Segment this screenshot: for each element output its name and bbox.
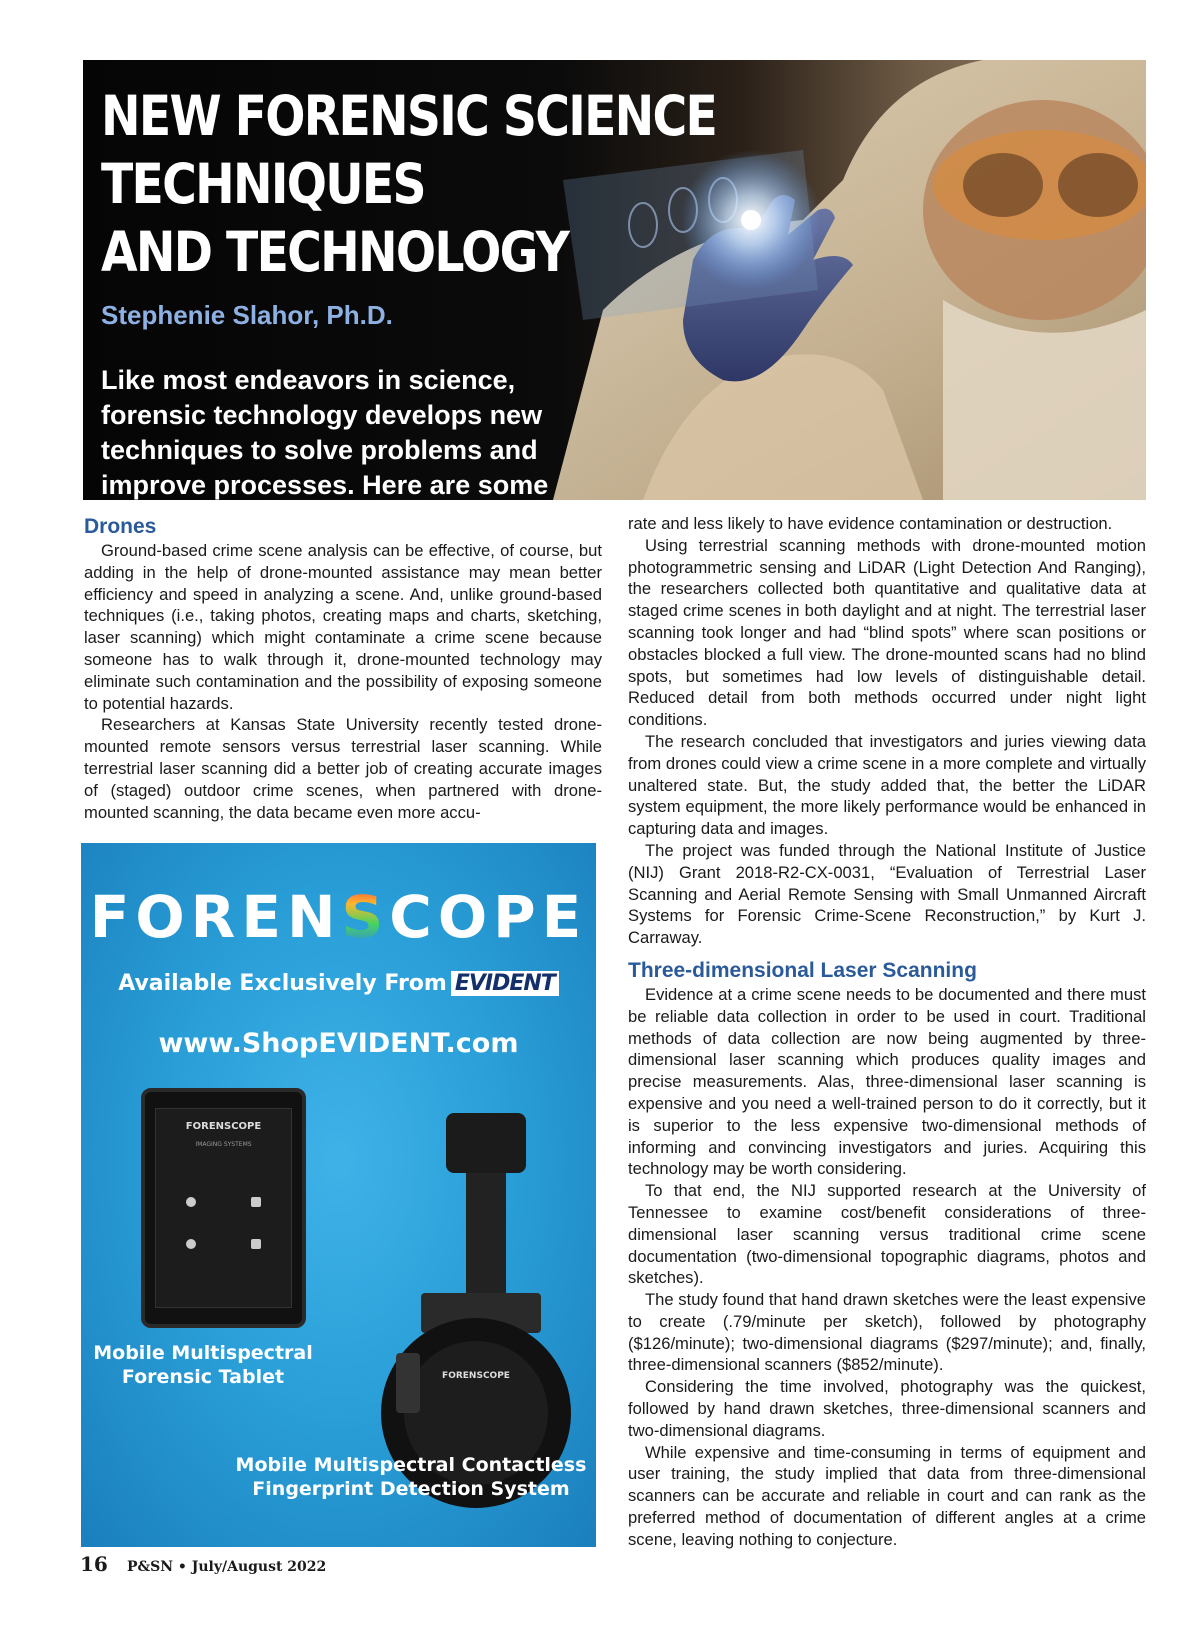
caption-tablet-line-2: Forensic Tablet — [121, 1366, 285, 1388]
logo-text-post: COPE — [389, 883, 588, 951]
caption-tablet — [93, 1341, 313, 1389]
article-author: Stephenie Slahor, Ph.D. — [101, 300, 393, 330]
drones-paragraph-2: Researchers at Kansas State University recently tested drone-mounted remote sensors versus terrestrial laser scanning. While terrestrial laser scanning did a better job of creating accurate images of (staged) outdoor crime scenes, when partnered with drone-mounted scanning, the data became even more accu- — [84, 715, 602, 822]
forenscope-advertisement[interactable] — [81, 843, 596, 1547]
section-heading-drones: Drones — [84, 515, 157, 538]
hero-banner — [83, 60, 1146, 500]
column-left — [84, 513, 602, 823]
tablet-image — [141, 1088, 306, 1328]
page-footer — [80, 1552, 326, 1576]
device-logo: FORENSCOPE — [442, 1371, 510, 1381]
caption-system-line-2: Fingerprint Detection System — [252, 1478, 570, 1500]
camera-icon — [251, 1197, 261, 1207]
drones-paragraph-5: The project was funded through the National Institute of Justice (NIJ) Grant 2018-R2-CX-0031, “Evaluation of Terrestrial Laser Scanning and Aerial Remote Sensing with Small Unmanned Aircraft Systems for Forensic Crime-Scene Reconstruction,” by Kurt J. Carraway. — [628, 840, 1146, 948]
forenscope-logo — [81, 883, 596, 951]
logo-mark: S — [341, 883, 390, 951]
laser-paragraph-4: Considering the time involved, photography was the quickest, followed by hand drawn sketches, three-dimensional scanners and two-dimensional diagrams. — [628, 1377, 1146, 1440]
article-title-line-2: AND TECHNOLOGY — [101, 220, 569, 284]
article-lede: Like most endeavors in science, forensic technology develops new techniques to solve problems and improve processes. Here are some — [101, 365, 549, 500]
ad-website-link[interactable]: www.ShopEVIDENT.com — [158, 1028, 519, 1059]
tablet-screen — [155, 1108, 292, 1308]
fingerprint-device-image — [311, 1093, 596, 1513]
article-title — [101, 82, 806, 286]
laser-paragraph-2: To that end, the NIJ supported research at the University of Tennessee to examine cost/benefit considerations of three-dimensional laser scanning versus traditional crime scene documentation (two-dimensional topographic diagrams, photos and sketches). — [628, 1181, 1146, 1288]
logo-text-pre: FOREN — [89, 883, 342, 951]
gallery-icon — [251, 1239, 261, 1249]
drones-paragraph-2-continued: rate and less likely to have evidence contamination or destruction. — [628, 514, 1113, 533]
tablet-logo: FORENSCOPE — [185, 1121, 262, 1132]
drones-paragraph-1: Ground-based crime scene analysis can be effective, of course, but adding in the help of drone-mounted assistance may mean better efficiency and speed in analyzing a scene. And, unlike ground-based techniques (i.e., taking photos, creating maps and charts, sketching, laser scanning) which might contaminate a crime scene because someone has to walk through it, drone-mounted technology may eliminate such contamination and the possibility of exposing someone to potential hazards. — [84, 541, 602, 713]
laser-paragraph-5: While expensive and time-consuming in terms of equipment and user training, the study implied that data from three-dimensional scanners can be accurate and reliable in court and can rank as the preferred method of documentation of different angles at a crime scene, leaving nothing to conjecture. — [628, 1442, 1146, 1549]
gear-icon — [186, 1239, 196, 1249]
caption-tablet-line-1: Mobile Multispectral — [93, 1342, 313, 1364]
caption-fingerprint-system — [231, 1453, 591, 1501]
page-number: 16 — [80, 1552, 108, 1576]
section-heading-laser-scanning: Three-dimensional Laser Scanning — [628, 958, 977, 982]
issue-label: P&SN • July/August 2022 — [126, 1559, 327, 1575]
laser-paragraph-3: The study found that hand drawn sketches were the least expensive to create (.79/minute per sketch), followed by photography ($126/minute); two-dimensional diagrams ($297/minute); and, finally, three-dimensional scanners ($852/minute). — [628, 1290, 1146, 1375]
drones-paragraph-3: Using terrestrial scanning methods with drone-mounted motion photogrammetric sensing and LiDAR (Light Detection And Ranging), the researchers collected both quantitative and qualitative data at staged crime scenes in both daylight and at night. The terrestrial laser scanning took longer and had “blind spots” where scan positions or obstacles blocked a full view. The drone-mounted scans had no blind spots, but sometimes had low levels of distinguishable detail. Reduced detail from both methods occurred under night light conditions. — [628, 535, 1146, 730]
column-right — [628, 513, 1146, 1551]
evident-brand-logo: EVIDENT — [451, 971, 559, 996]
ad-exclusive-line — [81, 971, 596, 996]
laser-paragraph-1: Evidence at a crime scene needs to be documented and there must be reliable data collection in order to be used in court. Traditional methods of data collection are now being augmented by three-dimensional laser scanning which produces quality images and precise measurements. Alas, three-dimensional laser scanning is expensive and you need a well-trained person to do it correctly, but it is superior to the less expensive two-dimensional methods of informing and convincing investigators and juries. Acquiring this technology may be worth considering. — [628, 984, 1146, 1179]
article-title-line-1: NEW FORENSIC SCIENCE TECHNIQUES — [101, 84, 717, 216]
exclusive-text: Available Exclusively From — [118, 971, 447, 996]
drones-paragraph-4: The research concluded that investigators and juries viewing data from drones could view a crime scene in a more complete and virtually unaltered state. But, the study added that, the better the LiDAR system equipment, the more likely performance would be enhanced in capturing data and images. — [628, 731, 1146, 839]
caption-system-line-1: Mobile Multispectral Contactless — [235, 1454, 587, 1476]
tablet-subtitle: IMAGING SYSTEMS — [195, 1141, 252, 1148]
person-icon — [186, 1197, 196, 1207]
